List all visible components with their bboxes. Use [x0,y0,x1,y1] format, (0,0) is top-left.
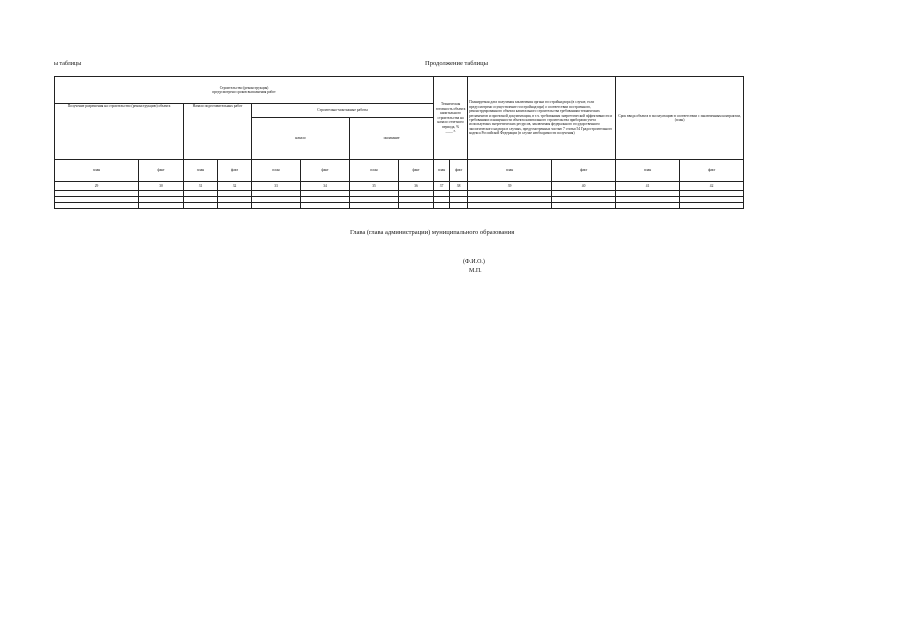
fact-header: факт [218,160,252,182]
fact-header: факт [552,160,616,182]
column-number: 40 [552,182,616,191]
plan-header: план [350,160,399,182]
construction-group-header: Строительство (реконструкция) предусмотрено сроков выполнения работ [55,77,434,104]
empty-cell [252,203,301,209]
signature-line: Глава (глава администрации) муниципального образования [350,229,515,236]
fact-header: факт [139,160,184,182]
column-number: 29 [55,182,139,191]
plan-header: план [616,160,680,182]
continuation-note-right: Продолжение таблицы [425,60,488,67]
column-number: 35 [350,182,399,191]
tech-readiness-header [434,77,468,160]
plan-header: план [184,160,218,182]
empty-cell [399,203,434,209]
tech-readiness-year: ____ г. [445,129,456,134]
continuation-note-left: ы таблицы [54,61,82,67]
plan-header: план [468,160,552,182]
empty-cell [350,203,399,209]
plan-header: план [434,160,450,182]
tech-readiness-text: Техническая готовность объекта капитального строительства на начало отчетного периода, % [435,102,466,129]
column-number: 39 [468,182,552,191]
fact-header: факт [680,160,744,182]
empty-cell [616,203,680,209]
fio-label: (Ф.И.О.) [463,259,485,265]
end-header: окончание [350,118,434,160]
report-table [54,76,744,209]
empty-cell [680,203,744,209]
column-number: 42 [680,182,744,191]
prep-start-header: Начало подготовительных работ [184,104,252,160]
column-number: 37 [434,182,450,191]
fact-header: факт [450,160,468,182]
fact-header: факт [301,160,350,182]
service-term-header: Срок ввода объекта в эксплуатацию в соответствии с заключенным контрактом, (план) [616,77,744,160]
column-number: 38 [450,182,468,191]
stamp-label: М.П. [469,268,482,274]
empty-cell [552,203,616,209]
column-number: 33 [252,182,301,191]
column-number: 36 [399,182,434,191]
column-number: 31 [184,182,218,191]
column-number: 34 [301,182,350,191]
empty-cell [468,203,552,209]
empty-cell [184,203,218,209]
plan-header: план [252,160,301,182]
column-number: 32 [218,182,252,191]
empty-cell [450,203,468,209]
empty-cell [434,203,450,209]
plan-header: план [55,160,139,182]
empty-cell [301,203,350,209]
fact-header: факт [399,160,434,182]
empty-cell [139,203,184,209]
empty-cell [55,203,139,209]
column-number: 30 [139,182,184,191]
column-number: 41 [616,182,680,191]
permit-header: Получение разрешения на строительство (реконструкцию) объекта [55,104,184,160]
planned-date-header: Планируемая дата получения заключения органа госстройнадзора (в случае, если предусмотрено осуществление госстройнадзора) о соответствии построенного, реконструированного объекта капитального строительства требованиям технических регламентов и проектной документации, в т.ч. требованиям энергетической эффективности и требованиям оснащенности объекта капитального строительства приборами учета используемых энергетических ресурсов, заключения федерального государственного экологического надзора в случаях, предусмотренных частью 7 статьи 54 Градостроительного кодекса Российской Федерации (в случае необходимости получения) [468,77,616,160]
begin-header: начало [252,118,350,160]
empty-cell [218,203,252,209]
construction-works-header: Строительно-монтажные работы [252,104,434,118]
